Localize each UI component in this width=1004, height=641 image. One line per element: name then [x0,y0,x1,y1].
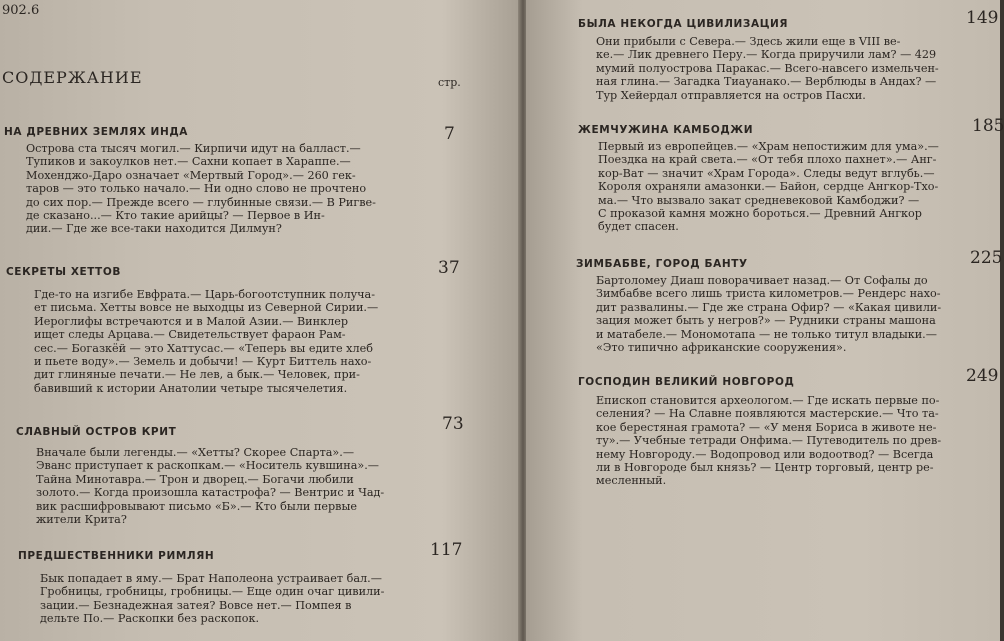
section-summary [26,142,446,236]
summary-line: «Это типично африканские сооружения». [596,341,847,355]
page-column-label: стр. [438,76,461,89]
section-page-number: 225 [970,248,1003,268]
catalog-ref: 902.6 [2,3,40,18]
summary-line: дит развалины.— Где же страна Офир? — «Какая цивили- [596,300,942,314]
summary-line: нему Новгороду.— Водопровод или водоотвод? — Всегда [596,447,934,461]
section-title: ЗИМБАБВЕ, ГОРОД БАНТУ [576,258,748,270]
summary-line: Поездка на край света.— «От тебя плохо пахнет».— Анг- [598,153,937,167]
summary-line: зация может быть у негров?» — Рудники страны машона [596,314,936,328]
section-summary [596,274,996,354]
summary-line: Короля охраняли амазонки.— Байон, сердце Ангкор-Тхо- [598,180,939,194]
summary-line: С проказой камня можно бороться.— Древний Ангкор [598,207,922,221]
summary-line: жители Крита? [36,513,127,527]
summary-line: зации.— Безнадежная затея? Вовсе нет.— Помпея в [40,598,352,612]
summary-line: кое берестяная грамота? — «У меня Бориса в животе не- [596,420,937,434]
contents-title: СОДЕРЖАНИЕ [2,68,143,87]
summary-line: ту».— Учебные тетради Онфима.— Путеводитель по древ- [596,434,942,448]
section-title: НА ДРЕВНИХ ЗЕМЛЯХ ИНДА [4,126,189,138]
summary-line: месленный. [596,474,667,488]
summary-line: ке.— Лик древнего Перу.— Когда приручили лам? — 429 [596,48,937,62]
summary-line: ет письма. Хетты вовсе не выходцы из Северной Сирии.— [34,301,379,315]
summary-line: Мохенджо-Даро означает «Мертвый Город».— 260 гек- [26,168,356,182]
section-summary [596,35,996,102]
section-summary [40,572,460,626]
section-title: СЕКРЕТЫ ХЕТТОВ [6,266,121,278]
section-summary [596,394,996,488]
section-page-number: 7 [444,124,455,144]
section-title: ГОСПОДИН ВЕЛИКИЙ НОВГОРОД [578,376,795,388]
summary-line: будет спасен. [598,220,679,234]
section-page-number: 185 [972,116,1004,136]
summary-line: ма.— Что вызвало закат средневековой Камбоджи? — [598,193,920,207]
summary-line: Первый из европейцев.— «Храм непостижим для ума».— [598,140,939,153]
summary-line: золото.— Когда произошла катастрофа? — Вентрис и Чад- [36,486,385,500]
section-page-number: 37 [438,258,460,278]
summary-line: ная глина.— Загадка Тиауанако.— Верблюды в Андах? — [596,75,937,89]
summary-line: Гробницы, гробницы, гробницы.— Еще один очаг цивили- [40,585,385,599]
summary-line: кор-Ват — значит «Храм Города». Следы ведут вглубь.— [598,166,935,180]
section-title: ЖЕМЧУЖИНА КАМБОДЖИ [578,124,754,136]
summary-line: таров — это только начало.— Ни одно слово не прочтено [26,182,367,196]
right-page [526,0,1004,641]
summary-line: Епископ становится археологом.— Где искать первые по- [596,394,940,407]
summary-line: мумий полуострова Паракас.— Всего-навсего измельчен- [596,61,939,75]
summary-line: до сих пор.— Прежде всего — глубинные связи.— В Ригве- [26,195,376,209]
summary-line: вик расшифровывают письмо «Б».— Кто были первые [36,499,358,513]
summary-line: сес.— Богазкёй — это Хаттусас.— «Теперь вы едите хлеб [34,341,373,355]
summary-line: де сказано...— Кто такие арийцы? — Первое в Ин- [26,209,325,223]
summary-line: Они прибыли с Севера.— Здесь жили еще в VIII ве- [596,35,901,48]
summary-line: Эванс приступает к раскопкам.— «Носитель кувшина».— [36,459,379,473]
summary-line: селения? — На Славне появляются мастерские.— Что та- [596,407,939,421]
section-title: ПРЕДШЕСТВЕННИКИ РИМЛЯН [18,550,215,562]
summary-line: ли в Новгороде был князь? — Центр торговый, центр ре- [596,461,934,475]
section-summary [34,288,454,395]
summary-line: Зимбабве всего лишь триста километров.— Рендерс нахо- [596,287,941,301]
section-page-number: 249 [966,366,999,386]
section-title: СЛАВНЫЙ ОСТРОВ КРИТ [16,426,177,438]
summary-line: Иероглифы встречаются и в Малой Азии.— Винклер [34,314,348,328]
summary-line: и матабеле.— Мономотапа — не только титул владыки.— [596,327,937,341]
summary-line: ищет следы Арцава.— Свидетельствует фараон Рам- [34,328,346,342]
summary-line: Бартоломеу Диаш поворачивает назад.— От Софалы до [596,274,928,287]
summary-line: дит глиняные печати.— Не лев, а бык.— Человек, при- [34,368,360,382]
summary-line: и пьете воду».— Земель и добычи! — Курт Биттель нахо- [34,355,372,369]
summary-line: Бык попадает в яму.— Брат Наполеона устраивает бал.— [40,572,382,585]
section-summary [36,446,456,526]
section-summary [598,140,998,234]
summary-line: бавивший к истории Анатолии четыре тысячелетия. [34,381,348,395]
section-title: БЫЛА НЕКОГДА ЦИВИЛИЗАЦИЯ [578,18,789,30]
summary-line: Вначале были легенды.— «Хетты? Скорее Спарта».— [36,446,355,459]
summary-line: Где-то на изгибе Евфрата.— Царь-богоотступник получа- [34,288,375,301]
summary-line: Тайна Минотавра.— Трон и дворец.— Богачи любили [36,472,354,486]
summary-line: дии.— Где же все-таки находится Дилмун? [26,222,282,236]
section-page-number: 73 [442,414,464,434]
summary-line: Острова ста тысяч могил.— Кирпичи идут на балласт.— [26,142,361,155]
summary-line: дельте По.— Раскопки без раскопок. [40,612,260,626]
section-page-number: 149 [966,8,999,28]
summary-line: Тур Хейердал отправляется на остров Пасхи. [596,88,866,102]
summary-line: Тупиков и закоулков нет.— Сахни копает в Хараппе.— [26,155,351,169]
section-page-number: 117 [430,540,463,560]
